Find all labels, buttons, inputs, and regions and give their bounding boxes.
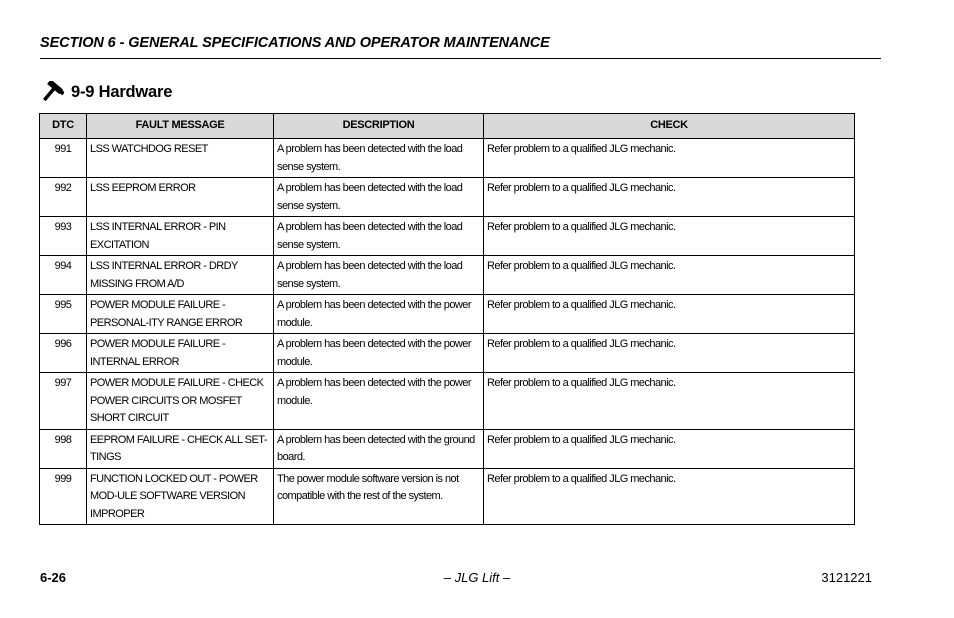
dtc-table [39, 113, 855, 525]
description-cell: A problem has been detected with the power module. [274, 334, 484, 373]
table-row [40, 256, 855, 295]
dtc-code-cell: 997 [40, 373, 87, 430]
description-cell: A problem has been detected with the power module. [274, 295, 484, 334]
footer-brand: – JLG Lift – [443, 570, 511, 585]
fault-message-cell: EEPROM FAILURE - CHECK ALL SET-TINGS [87, 429, 274, 468]
dtc-code-cell: 995 [40, 295, 87, 334]
description-cell: A problem has been detected with the load sense system. [274, 139, 484, 178]
column-header-description: DESCRIPTION [274, 114, 484, 139]
fault-message-cell: LSS EEPROM ERROR [87, 178, 274, 217]
check-cell: Refer problem to a qualified JLG mechanic. [484, 295, 855, 334]
fault-message-cell: POWER MODULE FAILURE - INTERNAL ERROR [87, 334, 274, 373]
fault-message-cell: LSS WATCHDOG RESET [87, 139, 274, 178]
check-cell: Refer problem to a qualified JLG mechanic. [484, 334, 855, 373]
check-cell: Refer problem to a qualified JLG mechanic. [484, 217, 855, 256]
check-cell: Refer problem to a qualified JLG mechanic. [484, 256, 855, 295]
dtc-code-cell: 994 [40, 256, 87, 295]
page-title: 9-9 Hardware [71, 82, 173, 101]
table-row [40, 334, 855, 373]
table-row [40, 429, 855, 468]
description-cell: A problem has been detected with the ground board. [274, 429, 484, 468]
table-row [40, 139, 855, 178]
fault-message-cell: POWER MODULE FAILURE - PERSONAL-ITY RANGE ERROR [87, 295, 274, 334]
page-number: 6-26 [40, 570, 67, 585]
fault-message-cell: FUNCTION LOCKED OUT - POWER MOD-ULE SOFTWARE VERSION IMPROPER [87, 468, 274, 525]
dtc-code-cell: 992 [40, 178, 87, 217]
check-cell: Refer problem to a qualified JLG mechanic. [484, 373, 855, 430]
dtc-code-cell: 993 [40, 217, 87, 256]
table-row [40, 295, 855, 334]
table-row [40, 468, 855, 525]
column-header-dtc: DTC [40, 114, 87, 139]
fault-message-cell: LSS INTERNAL ERROR - DRDY MISSING FROM A/D [87, 256, 274, 295]
section-header: SECTION 6 - GENERAL SPECIFICATIONS AND OPERATOR MAINTENANCE [40, 35, 550, 51]
hammer-icon [40, 81, 64, 103]
table-header-row [40, 114, 855, 139]
header-divider [40, 58, 881, 59]
column-header-check: CHECK [484, 114, 855, 139]
description-cell: The power module software version is not compatible with the rest of the system. [274, 468, 484, 525]
description-cell: A problem has been detected with the load sense system. [274, 217, 484, 256]
dtc-code-cell: 999 [40, 468, 87, 525]
check-cell: Refer problem to a qualified JLG mechanic. [484, 468, 855, 525]
check-cell: Refer problem to a qualified JLG mechanic. [484, 178, 855, 217]
dtc-code-cell: 996 [40, 334, 87, 373]
dtc-code-cell: 991 [40, 139, 87, 178]
table-row [40, 178, 855, 217]
description-cell: A problem has been detected with the load sense system. [274, 256, 484, 295]
fault-message-cell: POWER MODULE FAILURE - CHECK POWER CIRCUITS OR MOSFET SHORT CIRCUIT [87, 373, 274, 430]
page-title-row [40, 81, 172, 103]
description-cell: A problem has been detected with the power module. [274, 373, 484, 430]
document-number: 3121221 [821, 570, 872, 585]
column-header-fault-message: FAULT MESSAGE [87, 114, 274, 139]
dtc-code-cell: 998 [40, 429, 87, 468]
description-cell: A problem has been detected with the load sense system. [274, 178, 484, 217]
table-row [40, 373, 855, 430]
fault-message-cell: LSS INTERNAL ERROR - PIN EXCITATION [87, 217, 274, 256]
check-cell: Refer problem to a qualified JLG mechanic. [484, 429, 855, 468]
check-cell: Refer problem to a qualified JLG mechanic. [484, 139, 855, 178]
table-row [40, 217, 855, 256]
